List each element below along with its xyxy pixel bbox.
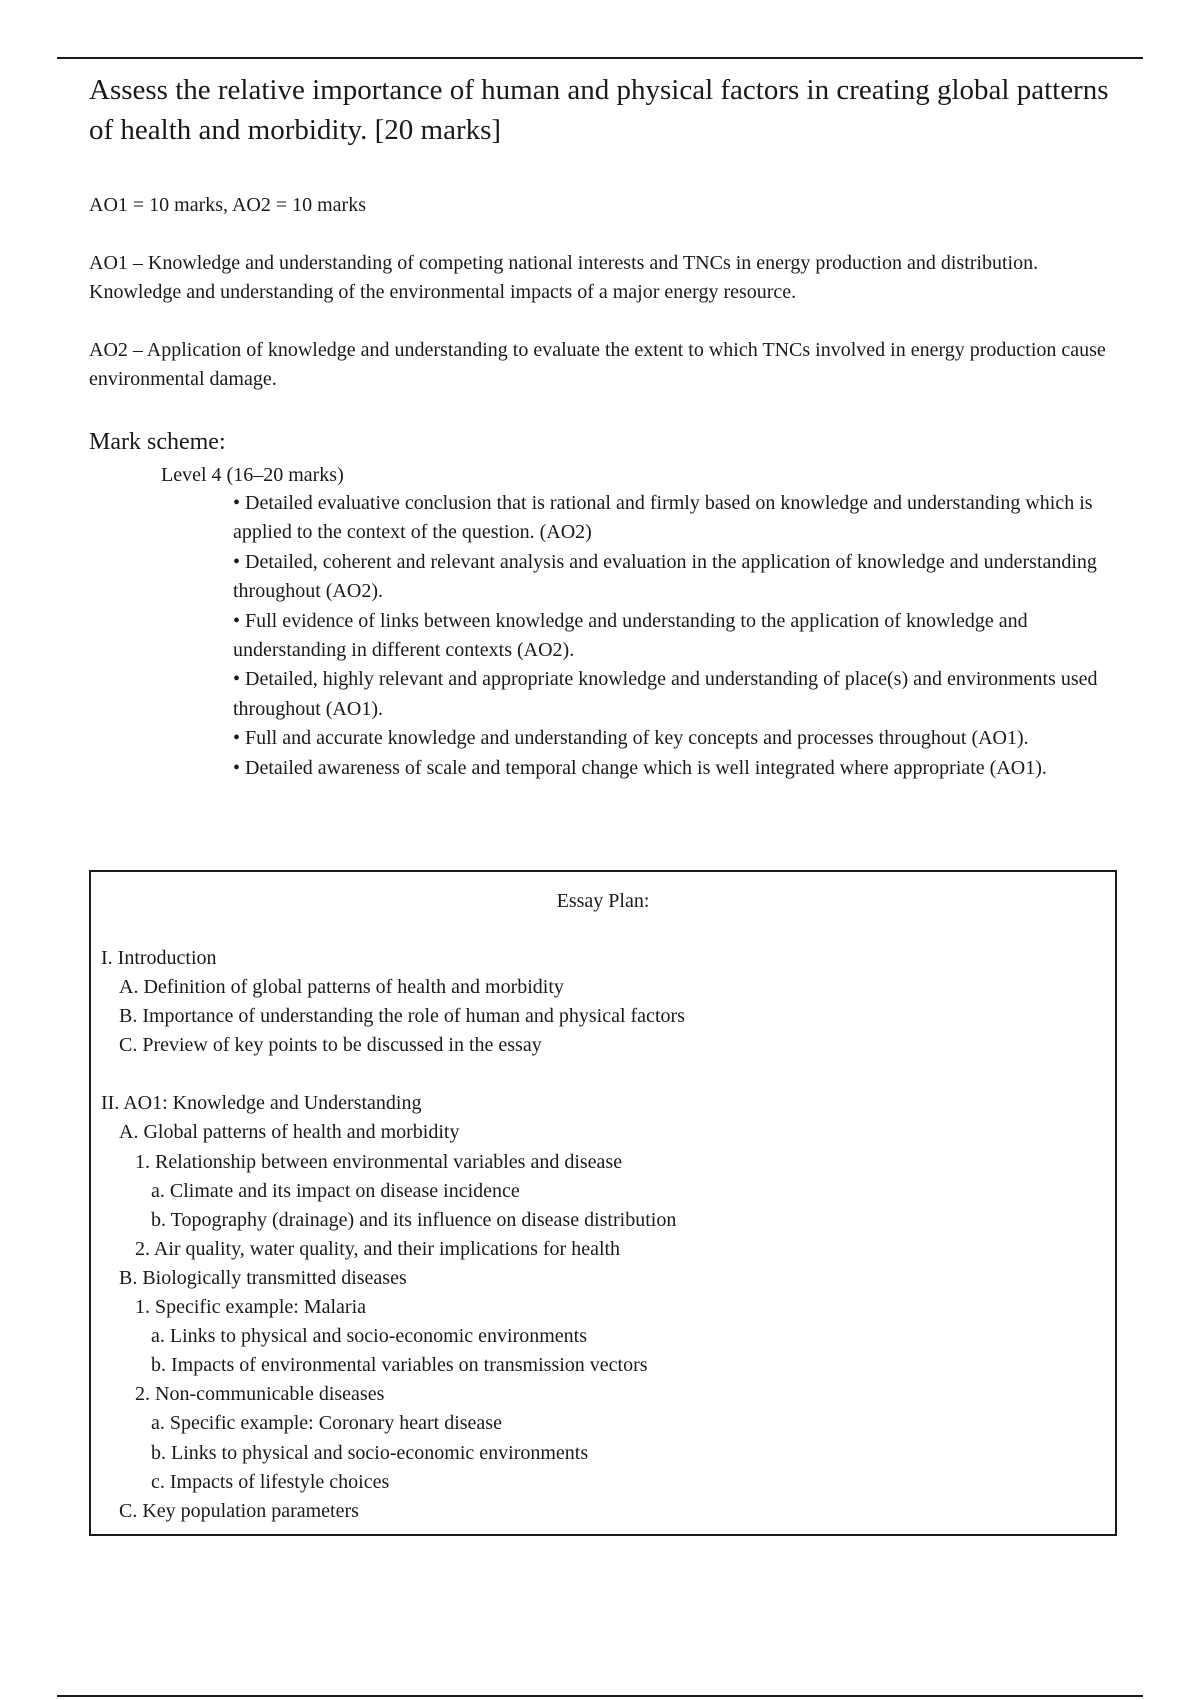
outline-section: I. Introduction [101, 947, 217, 969]
outline-subsubitem: b. Impacts of environmental variables on transmission vectors [151, 1354, 648, 1377]
criterion: • Detailed awareness of scale and temporal change which is well integrated where appropriate (AO1). [233, 756, 1047, 779]
ao2-description: AO2 – Application of knowledge and understanding to evaluate the extent to which TNCs involved in energy production cause environmental damage. [89, 339, 1106, 390]
outline-item: B. Biologically transmitted diseases [119, 1266, 407, 1289]
criterion: • Full evidence of links between knowledge and understanding to the application of knowledge and understanding in different contexts (AO2). [233, 609, 1028, 662]
bottom-rule [57, 1695, 1143, 1697]
essay-plan-outline [101, 944, 685, 1526]
mark-scheme-heading: Mark scheme: [89, 429, 226, 455]
outline-subitem: 1. Specific example: Malaria [135, 1296, 367, 1319]
outline-subsubitem: b. Topography (drainage) and its influence on disease distribution [151, 1208, 677, 1231]
question-title: Assess the relative importance of human and physical factors in creating global patterns of health and morbidity. [20 marks] [89, 74, 1109, 146]
criterion: • Detailed evaluative conclusion that is rational and firmly based on knowledge and understanding which is applied to the context of the question. (AO2) [233, 492, 1093, 544]
outline-item: C. Preview of key points to be discussed in the essay [119, 1034, 542, 1057]
criterion: • Full and accurate knowledge and understanding of key concepts and processes throughout (AO1). [233, 727, 1029, 750]
outline-subsubitem: b. Links to physical and socio-economic environments [151, 1441, 589, 1464]
outline-item: B. Importance of understanding the role of human and physical factors [119, 1005, 685, 1028]
outline-subsubitem: c. Impacts of lifestyle choices [151, 1470, 390, 1493]
outline-subsubitem: a. Climate and its impact on disease incidence [151, 1179, 520, 1202]
marks-split: AO1 = 10 marks, AO2 = 10 marks [89, 194, 366, 216]
outline-subsubitem: a. Links to physical and socio-economic environments [151, 1325, 588, 1348]
outline-section: II. AO1: Knowledge and Understanding [101, 1092, 422, 1115]
criterion: • Detailed, highly relevant and appropriate knowledge and understanding of place(s) and environments used throughout (AO1). [233, 668, 1098, 720]
criterion: • Detailed, coherent and relevant analysis and evaluation in the application of knowledge and understanding throughout (AO2). [233, 550, 1097, 603]
ao1-description: AO1 – Knowledge and understanding of competing national interests and TNCs in energy production and distribution. Knowledge and understanding of the environmental impacts of a major energy resource. [89, 252, 1039, 303]
outline-item: A. Global patterns of health and morbidity [119, 1121, 460, 1144]
outline-item: A. Definition of global patterns of health and morbidity [119, 976, 564, 999]
outline-subitem: 2. Non-communicable diseases [135, 1383, 385, 1406]
outline-subsubitem: a. Specific example: Coronary heart disease [151, 1412, 502, 1435]
level-heading: Level 4 (16–20 marks) [161, 464, 344, 486]
outline-subitem: 2. Air quality, water quality, and their implications for health [135, 1237, 621, 1260]
top-rule [57, 57, 1143, 59]
essay-plan-title: Essay Plan: [556, 890, 650, 912]
outline-item: C. Key population parameters [119, 1499, 359, 1522]
criteria-list [233, 489, 1123, 783]
outline-subitem: 1. Relationship between environmental variables and disease [135, 1150, 623, 1173]
essay-plan-box [89, 870, 1117, 1536]
